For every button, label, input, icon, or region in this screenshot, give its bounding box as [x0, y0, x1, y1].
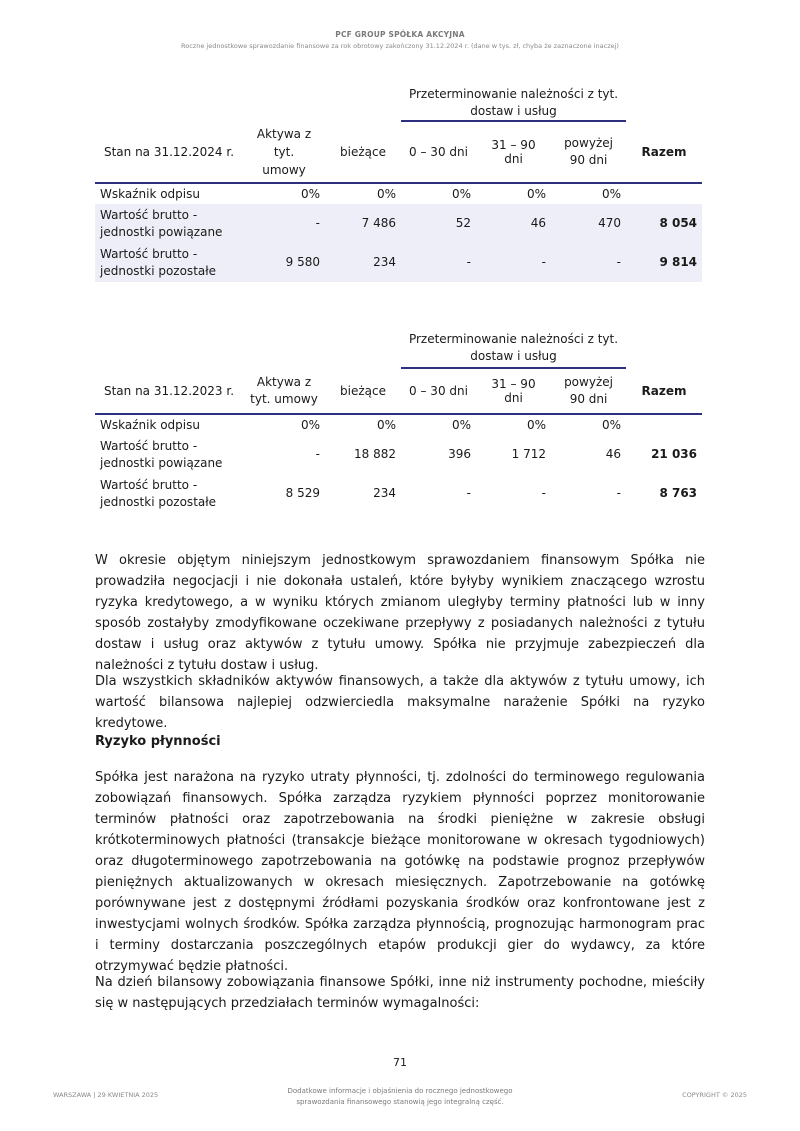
- table-cell: 0%: [300, 187, 320, 201]
- table-cell: -: [541, 486, 546, 500]
- table-cell: -: [466, 486, 471, 500]
- page-number: 71: [393, 1056, 407, 1069]
- maturity-intro-paragraph: Na dzień bilansowy zobowiązania finansowe Spółki, inne niż instrumenty pochodne, mieściły się w następujących przedziałach terminów wymagalności:: [95, 975, 705, 1011]
- footer-note: [260, 1086, 540, 1108]
- table-cell: 0%: [526, 418, 546, 432]
- table-cell: 0%: [601, 187, 622, 201]
- table-row: [95, 435, 702, 474]
- column-header: powyżej 90 dni: [564, 375, 613, 406]
- column-header: Razem: [641, 383, 687, 398]
- table-cell: 52: [401, 204, 476, 243]
- table-label-header: Stan na 31.12.2024 r.: [103, 144, 235, 159]
- section-heading: Ryzyko płynności: [95, 734, 221, 749]
- table-cell: -: [315, 447, 320, 461]
- table-row: [95, 183, 702, 204]
- table-cell: -: [551, 243, 626, 282]
- receivables-ageing-table-2023: [95, 328, 702, 513]
- column-header: bieżące: [340, 383, 386, 398]
- footer-copyright: COPYRIGHT © 2025: [682, 1091, 747, 1099]
- page-header: [0, 30, 800, 50]
- column-header: 31 – 90 dni: [491, 377, 536, 405]
- row-label: Wskaźnik odpisu: [100, 187, 200, 201]
- row-label: Wartość brutto - jednostki pozostałe: [95, 243, 243, 282]
- table-cell: 1 712: [511, 447, 546, 461]
- column-header: bieżące: [340, 144, 386, 159]
- table-cell: 470: [551, 204, 626, 243]
- credit-risk-paragraph: W okresie objętym niniejszym jednostkowym sprawozdaniem finansowym Spółka nie prowadziła negocjacji i nie dokonała ustaleń, które byłyby wynikiem znaczącego wzrostu ryzyka kredytowego, a w wyniku których zmianom uległyby terminy płatności lub w inny sposób zostałyby zmodyfikowane oczekiwane przepływy z posiadanych należności z tytułu dostaw i usług oraz aktywów z tytułu umowy. Spółka nie przyjmuje zabezpieczeń dla należności z tytułu dostaw i usług.: [95, 553, 705, 673]
- table-cell: 0%: [451, 187, 471, 201]
- column-header: Razem: [641, 144, 687, 159]
- table-row: [95, 243, 702, 282]
- table-row: [95, 474, 702, 513]
- table-cell: 0%: [601, 418, 622, 432]
- column-header: 31 – 90 dni: [491, 138, 536, 166]
- table-cell: 234: [373, 486, 396, 500]
- liquidity-risk-paragraph: Spółka jest narażona na ryzyko utraty płynności, tj. zdolności do terminowego regulowania zobowiązań finansowych. Spółka zarządza ryzykiem płynności poprzez monitorowanie terminów płatności oraz zapotrzebowania na środki pieniężne w zakresie obsługi krótkoterminowych płatności (transakcje bieżące monitorowane w okresach tygodniowych) oraz długoterminowego zapotrzebowania na gotówkę na podstawie prognoz przepływów pieniężnych aktualizowanych w okresach miesięcznych. Zapotrzebowanie na gotówkę porównywane jest z dostępnymi źródłami pozyskania środków oraz konfrontowane jest z inwestycjami wolnych środków. Spółka zarządza płynnością, prognozując harmonogram prac i terminy dostarczania poszczególnych etapów produkcji gier do wydawcy, za które otrzymywać będzie płatności.: [95, 770, 705, 974]
- column-header: Aktywa z tyt. umowy: [250, 374, 318, 406]
- table-row: [95, 414, 702, 435]
- table-cell: 234: [325, 243, 401, 282]
- table-cell: 18 882: [354, 447, 396, 461]
- overdue-group-header: Przeterminowanie należności z tyt. dostaw i usług: [401, 86, 626, 121]
- table-cell: [626, 414, 702, 435]
- table-cell: 0%: [376, 418, 396, 432]
- row-label: Wskaźnik odpisu: [100, 418, 200, 432]
- table-cell: 0%: [451, 418, 471, 432]
- table-cell: 0%: [300, 418, 320, 432]
- footer-place-date: WARSZAWA | 29 KWIETNIA 2025: [53, 1091, 159, 1099]
- table-cell: 9 814: [626, 243, 702, 282]
- table-label-header: Stan na 31.12.2023 r.: [103, 383, 235, 398]
- table-cell: 8 054: [626, 204, 702, 243]
- report-subtitle: Roczne jednostkowe sprawozdanie finansowe za rok obrotowy zakończony 31.12.2024 r. (dane w tys. zł, chyba że zaznaczone inaczej): [181, 42, 619, 50]
- table-row: [95, 204, 702, 243]
- overdue-group-header: Przeterminowanie należności z tyt. dostaw i usług: [401, 328, 626, 368]
- table-cell: -: [401, 243, 476, 282]
- table-cell: 0%: [376, 187, 396, 201]
- table-cell: 46: [605, 447, 622, 461]
- table-cell: 8 763: [659, 486, 698, 500]
- column-header: Aktywa z tyt. umowy: [256, 126, 312, 177]
- footer-note-line: Dodatkowe informacje i objaśnienia do rocznego jednostkowego: [287, 1087, 513, 1095]
- column-header: powyżej 90 dni: [564, 136, 613, 167]
- table-cell: -: [616, 486, 622, 500]
- column-header: 0 – 30 dni: [409, 384, 468, 398]
- table-cell: -: [476, 243, 551, 282]
- credit-exposure-paragraph: Dla wszystkich składników aktywów finansowych, a także dla aktywów z tytułu umowy, ich wartość bilansowa najlepiej odzwierciedla maksymalne narażenie Spółki na ryzyko kredytowe.: [95, 674, 705, 731]
- table-cell: -: [243, 204, 325, 243]
- table-cell: 46: [476, 204, 551, 243]
- row-label: Wartość brutto - jednostki powiązane: [95, 204, 243, 243]
- receivables-ageing-table-2024: [95, 86, 702, 282]
- footer-note-line: sprawozdania finansowego stanowią jego integralną część.: [296, 1098, 504, 1106]
- column-header: 0 – 30 dni: [409, 145, 468, 159]
- table-cell: 21 036: [651, 447, 698, 461]
- table-cell: 7 486: [325, 204, 401, 243]
- table-cell: 9 580: [243, 243, 325, 282]
- table-cell: 8 529: [285, 486, 320, 500]
- table-cell: 0%: [526, 187, 546, 201]
- row-label: Wartość brutto - jednostki powiązane: [100, 438, 223, 470]
- table-cell: 396: [448, 447, 471, 461]
- row-label: Wartość brutto - jednostki pozostałe: [100, 477, 217, 509]
- table-cell: [626, 183, 702, 204]
- company-name: PCF GROUP SPÓŁKA AKCYJNA: [335, 30, 465, 39]
